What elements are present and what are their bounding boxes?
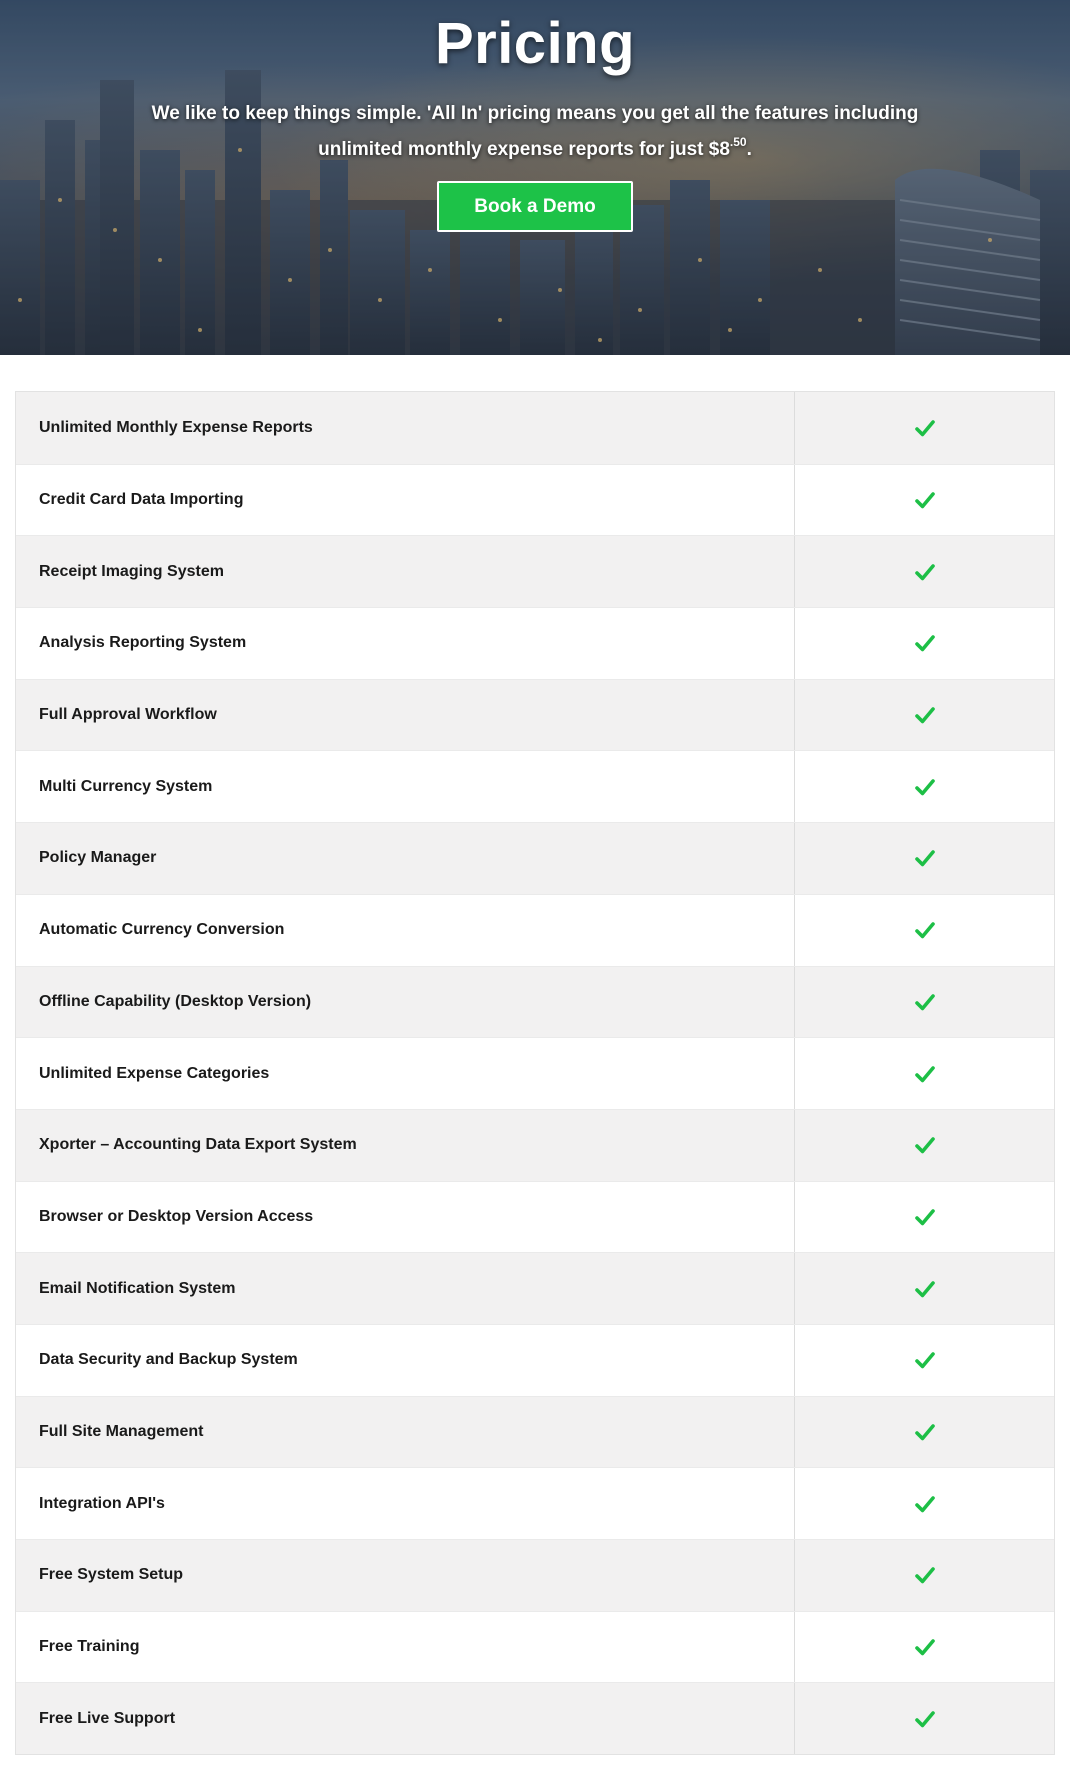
check-icon <box>915 1495 935 1513</box>
feature-label: Receipt Imaging System <box>16 536 795 607</box>
feature-row <box>16 679 1054 751</box>
included-cell <box>795 751 1054 822</box>
price-cents: .50 <box>729 135 747 149</box>
feature-row <box>16 535 1054 607</box>
feature-label: Email Notification System <box>16 1253 795 1324</box>
check-icon <box>915 1423 935 1441</box>
check-icon <box>915 1566 935 1584</box>
check-icon <box>915 1280 935 1298</box>
check-icon <box>915 1351 935 1369</box>
included-cell <box>795 1182 1054 1253</box>
check-icon <box>915 849 935 867</box>
hero-subtitle-line1: We like to keep things simple. 'All In' pricing means you get all the features including <box>151 103 919 124</box>
hero-subtitle-end: . <box>746 139 752 160</box>
included-cell <box>795 1540 1054 1611</box>
included-cell <box>795 1038 1054 1109</box>
feature-label: Integration API's <box>16 1468 795 1539</box>
feature-label: Unlimited Monthly Expense Reports <box>16 392 795 464</box>
included-cell <box>795 967 1054 1038</box>
feature-row <box>16 1467 1054 1539</box>
included-cell <box>795 608 1054 679</box>
feature-row <box>16 392 1054 464</box>
included-cell <box>795 1325 1054 1396</box>
feature-label: Browser or Desktop Version Access <box>16 1182 795 1253</box>
feature-row <box>16 1539 1054 1611</box>
included-cell <box>795 895 1054 966</box>
check-icon <box>915 706 935 724</box>
feature-label: Free Training <box>16 1612 795 1683</box>
page-title: Pricing <box>434 11 636 76</box>
included-cell <box>795 1110 1054 1181</box>
feature-label: Unlimited Expense Categories <box>16 1038 795 1109</box>
feature-label: Free Live Support <box>16 1683 795 1754</box>
feature-label: Analysis Reporting System <box>16 608 795 679</box>
check-icon <box>915 1065 935 1083</box>
included-cell <box>795 392 1054 464</box>
feature-label: Xporter – Accounting Data Export System <box>16 1110 795 1181</box>
feature-row <box>16 750 1054 822</box>
check-icon <box>915 921 935 939</box>
included-cell <box>795 1253 1054 1324</box>
included-cell <box>795 1468 1054 1539</box>
check-icon <box>915 1136 935 1154</box>
feature-row <box>16 1611 1054 1683</box>
included-cell <box>795 536 1054 607</box>
feature-row <box>16 607 1054 679</box>
included-cell <box>795 823 1054 894</box>
feature-row <box>16 894 1054 966</box>
feature-row <box>16 822 1054 894</box>
included-cell <box>795 680 1054 751</box>
check-icon <box>915 1710 935 1728</box>
feature-row <box>16 1396 1054 1468</box>
hero-banner <box>0 0 1070 355</box>
feature-label: Free System Setup <box>16 1540 795 1611</box>
feature-label: Data Security and Backup System <box>16 1325 795 1396</box>
check-icon <box>915 491 935 509</box>
check-icon <box>915 993 935 1011</box>
feature-label: Full Approval Workflow <box>16 680 795 751</box>
feature-label: Credit Card Data Importing <box>16 465 795 536</box>
feature-label: Full Site Management <box>16 1397 795 1468</box>
check-icon <box>915 1638 935 1656</box>
hero-subtitle-line2: unlimited monthly expense reports for just $8 <box>318 139 730 160</box>
included-cell <box>795 1612 1054 1683</box>
feature-row <box>16 1109 1054 1181</box>
hero-subtitle <box>140 100 930 164</box>
check-icon <box>915 563 935 581</box>
feature-row <box>16 1181 1054 1253</box>
feature-row <box>16 1682 1054 1754</box>
feature-row <box>16 1037 1054 1109</box>
book-demo-button[interactable]: Book a Demo <box>437 181 633 232</box>
feature-label: Automatic Currency Conversion <box>16 895 795 966</box>
check-icon <box>915 634 935 652</box>
feature-row <box>16 1252 1054 1324</box>
feature-label: Multi Currency System <box>16 751 795 822</box>
feature-label: Offline Capability (Desktop Version) <box>16 967 795 1038</box>
feature-table <box>15 391 1055 1755</box>
check-icon <box>915 778 935 796</box>
included-cell <box>795 1683 1054 1754</box>
check-icon <box>915 419 935 437</box>
feature-row <box>16 1324 1054 1396</box>
check-icon <box>915 1208 935 1226</box>
included-cell <box>795 1397 1054 1468</box>
included-cell <box>795 465 1054 536</box>
feature-row <box>16 464 1054 536</box>
feature-label: Policy Manager <box>16 823 795 894</box>
feature-row <box>16 966 1054 1038</box>
